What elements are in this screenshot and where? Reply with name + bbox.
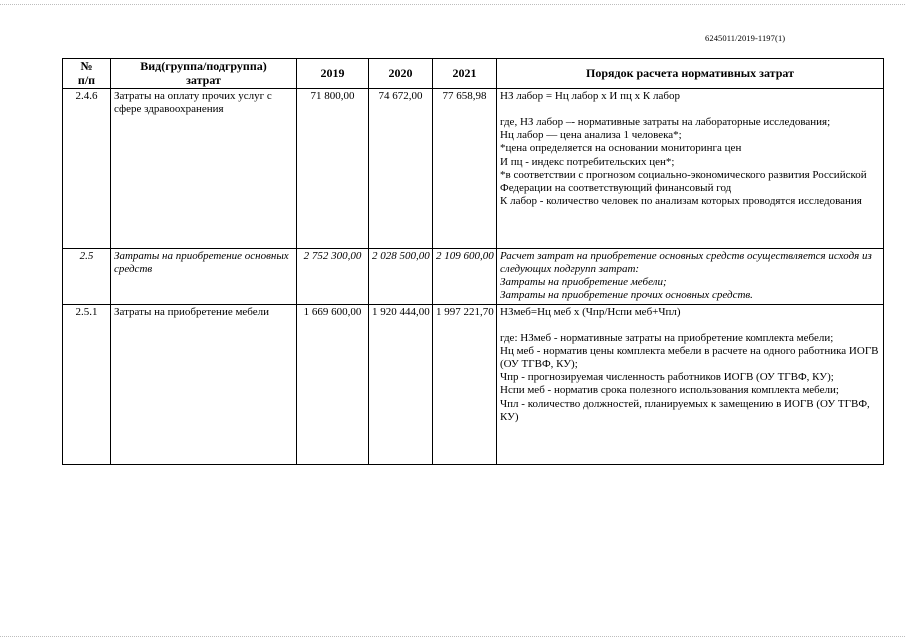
header-calculation-method: Порядок расчета нормативных затрат [497,59,884,89]
table-header-row [63,59,884,89]
method-line: И пц - индекс потребительских цен*; [500,155,675,168]
method-line: Нц меб - норматив цены комплекта мебели в расчете на одного работника ИОГВ (ОУ ТГВФ, КУ); [500,344,879,371]
table-row [63,248,884,304]
scan-artifact-top [0,4,905,6]
document-id: 6245011/2019-1197(1) [705,33,786,43]
row-value-2019: 1 669 600,00 [297,304,369,464]
header-cost-type-line1: Вид(группа/подгруппа) [140,59,267,73]
row-calculation-method [497,88,884,248]
header-cost-type-line2: затрат [186,73,221,88]
row-number: 2.5 [63,248,111,304]
row-value-2020: 1 920 444,00 [369,304,433,464]
row-value-2021: 2 109 600,00 [433,248,497,304]
method-line: *в соответствии с прогнозом социально-экономического развития Российской Федерации на соответствующий финансовый год [500,168,867,194]
row-cost-name: Затраты на приобретение мебели [111,304,297,464]
row-calculation-method [497,248,884,304]
header-number [63,59,111,89]
method-spacer [500,103,880,116]
row-number: 2.4.6 [63,88,111,248]
method-spacer [500,319,880,332]
table-row [63,304,884,464]
method-line: Расчет затрат на приобретение основных средств осуществляется исходя из следующих подгрупп затрат: [500,249,872,275]
header-year-2021: 2021 [433,59,497,89]
method-line: Затраты на приобретение мебели; [500,276,667,289]
method-line: НЗ лабор = Нц лабор х И пц х К лабор [500,89,680,102]
header-cost-type [111,59,297,89]
row-value-2021: 77 658,98 [433,88,497,248]
scan-artifact-bottom [0,636,905,638]
method-line: НЗмеб=Нц меб х (Чпр/Нспи меб+Чпл) [500,305,681,318]
row-value-2021: 1 997 221,70 [433,304,497,464]
normative-costs-table [62,58,884,465]
method-line: К лабор - количество человек по анализам которых проводятся исследования [500,195,862,208]
row-value-2020: 74 672,00 [369,88,433,248]
header-year-2019: 2019 [297,59,369,89]
row-calculation-method [497,304,884,464]
method-line: Нспи меб - норматив срока полезного использования комплекта мебели; [500,384,839,397]
method-line: Нц лабор — цена анализа 1 человека*; [500,129,682,142]
method-line: где: НЗмеб - нормативные затраты на приобретение комплекта мебели; [500,331,834,344]
method-line: Чпр - прогнозируемая численность работников ИОГВ (ОУ ТГВФ, КУ); [500,371,834,384]
row-value-2020: 2 028 500,00 [369,248,433,304]
header-year-2020: 2020 [369,59,433,89]
row-cost-name: Затраты на приобретение основных средств [111,248,297,304]
table-row [63,88,884,248]
method-line: Чпл - количество должностей, планируемых к замещению в ИОГВ (ОУ ТГВФ, КУ) [500,397,870,423]
row-value-2019: 2 752 300,00 [297,248,369,304]
header-number-line1: № [80,59,93,73]
row-cost-name: Затраты на оплату прочих услуг с сфере здравоохранения [111,88,297,248]
method-line: *цена определяется на основании мониторинга цен [500,142,742,155]
row-value-2019: 71 800,00 [297,88,369,248]
method-line: где, НЗ лабор –- нормативные затраты на лабораторные исследования; [500,115,831,128]
method-line: Затраты на приобретение прочих основных средств. [500,289,753,302]
row-number: 2.5.1 [63,304,111,464]
header-number-line2: п/п [77,73,96,88]
